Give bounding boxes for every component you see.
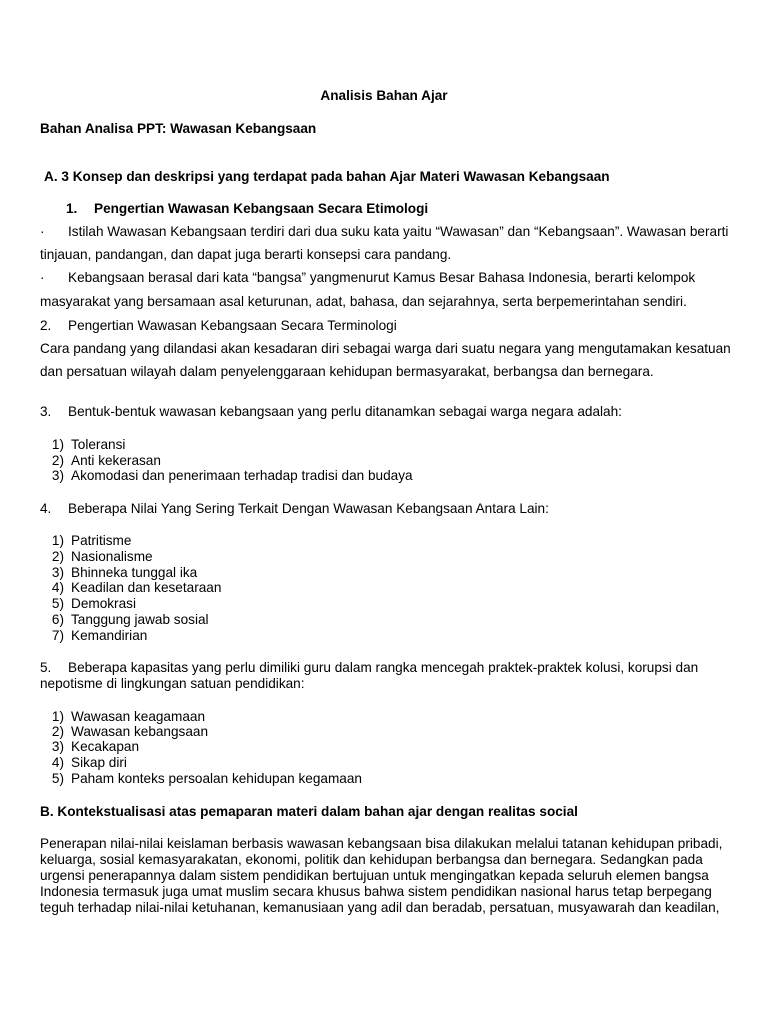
section-a-heading: A. 3 Konsep dan deskripsi yang terdapat pada bahan Ajar Materi Wawasan Kebangsaan (44, 169, 610, 184)
bullet: · (40, 270, 45, 285)
list-number: 3) (51, 739, 64, 754)
list-number: 1) (51, 709, 64, 724)
s2-heading (40, 318, 397, 334)
section-b-paragraph-line: Indonesia termasuk juga umat muslim secara khusus bahwa sistem pendidikan nasional harus tetap berpegang (40, 884, 712, 899)
s4-heading (40, 501, 549, 517)
s1-p2-text: Kebangsaan berasal dari kata “bangsa” yangmenurut Kamus Besar Bahasa Indonesia, berarti kelompok (68, 270, 696, 285)
list-number: 4) (51, 580, 64, 595)
list-item (40, 739, 139, 755)
list-number: 1) (51, 437, 64, 452)
list-item (40, 771, 362, 787)
s4-number: 4. (40, 501, 52, 516)
list-text: Anti kekerasan (71, 453, 161, 468)
list-text: Bhinneka tunggal ika (71, 565, 198, 580)
list-item (40, 468, 413, 484)
list-number: 2) (51, 453, 64, 468)
list-item (40, 533, 131, 549)
document-title: Analisis Bahan Ajar (320, 88, 448, 103)
list-item (40, 709, 205, 725)
list-item (40, 724, 208, 740)
list-item (40, 755, 127, 771)
list-number: 7) (51, 628, 64, 643)
s2-number: 2. (40, 318, 52, 333)
list-number: 3) (51, 565, 64, 580)
s1-paragraph-1-line-2: tinjauan, pandangan, dan dapat juga berarti konsepsi cara pandang. (40, 247, 452, 262)
list-text: Nasionalisme (71, 549, 153, 564)
section-b-paragraph-line: urgensi penerapannya dalam sistem pendidikan bertujuan untuk mengingatkan kepada seluruh elemen bangsa (40, 868, 709, 883)
section-b-paragraph-line: Penerapan nilai-nilai keislaman berbasis wawasan kebangsaan bisa dilakukan melalui tatanan kehidupan pribadi, (40, 836, 723, 851)
s2-heading-text: Pengertian Wawasan Kebangsaan Secara Terminologi (68, 318, 397, 333)
list-text: Kemandirian (71, 628, 148, 643)
s1-paragraph-2-line-2: masyarakat yang bersamaan asal keturunan, adat, bahasa, dan sejarahnya, serta berpemerintahan sendiri. (40, 294, 687, 309)
list-text: Sikap diri (71, 755, 127, 770)
list-text: Paham konteks persoalan kehidupan kegamaan (71, 771, 362, 786)
s5-heading-line-2: nepotisme di lingkungan satuan pendidikan: (40, 676, 305, 691)
s1-heading (66, 201, 428, 217)
section-b-paragraph-line: keluarga, sosial kemasyarakatan, ekonomi, politik dan kehidupan berbangsa dan bernegara. Sedangkan pada (40, 852, 703, 867)
list-text: Wawasan keagamaan (71, 709, 205, 724)
s3-number: 3. (40, 404, 52, 419)
s2-line-2: dan persatuan wilayah dalam penyelenggaraan kehidupan bermasyarakat, berbangsa dan bernegara. (40, 364, 654, 379)
list-item (40, 612, 209, 628)
list-item (40, 549, 153, 565)
s1-heading-text: Pengertian Wawasan Kebangsaan Secara Etimologi (94, 201, 429, 216)
list-text: Patritisme (71, 533, 132, 548)
list-text: Akomodasi dan penerimaan terhadap tradisi dan budaya (71, 468, 413, 483)
bullet: · (40, 224, 45, 239)
list-item (40, 628, 147, 644)
list-number: 2) (51, 724, 64, 739)
s5-heading-line-1 (40, 660, 698, 676)
s1-paragraph-1-line-1 (40, 224, 728, 240)
list-text: Wawasan kebangsaan (71, 724, 209, 739)
s1-number: 1. (66, 201, 78, 216)
list-item (40, 565, 197, 581)
s2-line-1: Cara pandang yang dilandasi akan kesadaran diri sebagai warga dari suatu negara yang mengutamakan kesatuan (40, 341, 731, 356)
s1-p1-text: Istilah Wawasan Kebangsaan terdiri dari dua suku kata yaitu “Wawasan” dan “Kebangsaan”. Wawasan berarti (68, 224, 729, 239)
section-b-paragraph-line: teguh terhadap nilai-nilai ketuhanan, kemanusiaan yang adil dan beradab, persatuan, musyawarah dan keadilan, (40, 900, 720, 915)
s1-paragraph-2-line-1 (40, 270, 695, 286)
list-text: Kecakapan (71, 739, 140, 754)
list-text: Demokrasi (71, 596, 136, 611)
list-number: 4) (51, 755, 64, 770)
list-number: 6) (51, 612, 64, 627)
list-number: 5) (51, 771, 64, 786)
s5-number: 5. (40, 660, 52, 675)
list-text: Toleransi (71, 437, 126, 452)
list-number: 1) (51, 533, 64, 548)
list-text: Tanggung jawab sosial (71, 612, 209, 627)
list-number: 2) (51, 549, 64, 564)
s5-heading-text: Beberapa kapasitas yang perlu dimiliki guru dalam rangka mencegah praktek-praktek kolusi, korupsi dan (68, 660, 699, 675)
section-b-heading: B. Kontekstualisasi atas pemaparan materi dalam bahan ajar dengan realitas social (40, 804, 578, 819)
list-text: Keadilan dan kesetaraan (71, 580, 222, 595)
list-item (40, 453, 161, 469)
s3-heading (40, 404, 622, 420)
list-number: 5) (51, 596, 64, 611)
s4-heading-text: Beberapa Nilai Yang Sering Terkait Dengan Wawasan Kebangsaan Antara Lain: (68, 501, 549, 516)
list-item (40, 580, 221, 596)
list-item (40, 437, 125, 453)
list-number: 3) (51, 468, 64, 483)
list-item (40, 596, 136, 612)
s3-heading-text: Bentuk-bentuk wawasan kebangsaan yang perlu ditanamkan sebagai warga negara adalah: (68, 404, 622, 419)
document-subtitle: Bahan Analisa PPT: Wawasan Kebangsaan (40, 121, 317, 136)
